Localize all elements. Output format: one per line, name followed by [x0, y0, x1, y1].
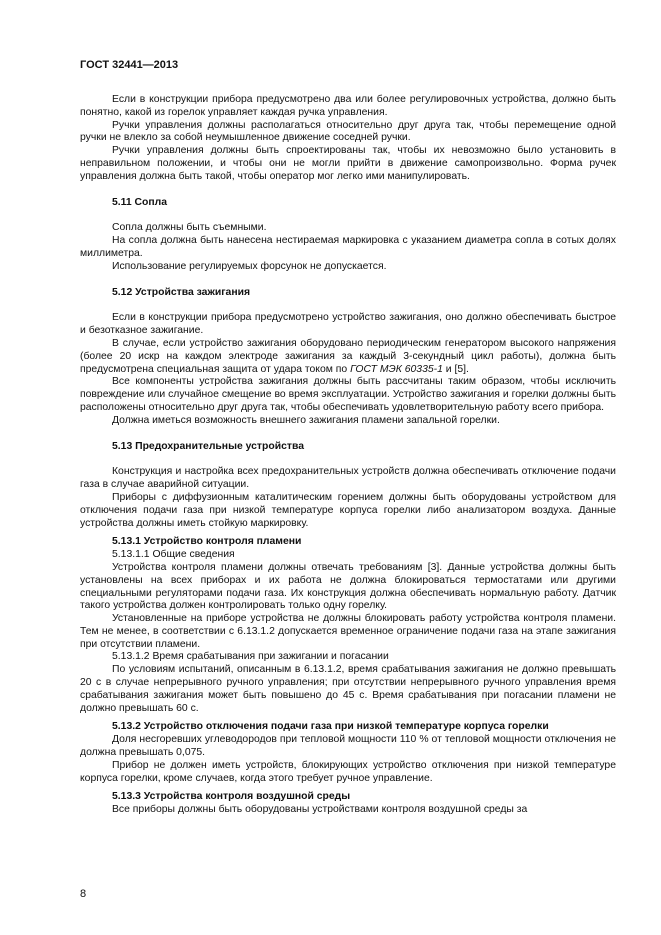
paragraph: Все приборы должны быть оборудованы устройствами контроля воздушной среды за	[112, 804, 528, 816]
paragraph: Ручки управления должны быть спроектированы так, чтобы их невозможно было установить в неправильном положении, и чтобы они не могли прийти в движение самопроизвольно. Форма ручек управления должна быть такой, чтобы оператор мог легко ими манипулировать.	[80, 145, 616, 182]
paragraph: Все компоненты устройства зажигания должны быть рассчитаны таким образом, чтобы исключить повреждение или случайное смещение во время эксплуатации. Устройство зажигания и горелки должны быть расположены относительно друг друга так, чтобы обеспечивать удовлетворительную работу всего прибора.	[80, 376, 616, 413]
paragraph: Установленные на приборе устройства не должны блокировать работу устройства контроля пламени. Тем не менее, в соответствии с 6.13.1.2 допускается временное ограничение подачи газа на этапе зажигания при отсутствии пламени.	[80, 613, 616, 650]
paragraph: Устройства контроля пламени должны отвечать требованиям [3]. Данные устройства должны быть установлены на всех приборах и их работа не должна блокироваться термостатами или другими специальными регуляторами подачи газа. Их конструкция должна обеспечивать нормальную работу. Датчик такого устройства должен контролировать только одну горелку.	[80, 561, 616, 612]
section-heading-5-13: 5.13 Предохранительные устройства	[112, 440, 304, 452]
paragraph: Использование регулируемых форсунок не допускается.	[112, 260, 387, 272]
paragraph: На сопла должна быть нанесена нестираемая маркировка с указанием диаметра сопла в сотых долях миллиметра.	[80, 235, 616, 259]
paragraph: Если в конструкции прибора предусмотрено два или более регулировочных устройства, должно быть понятно, какой из горелок управляет каждая ручка управления.	[80, 94, 616, 118]
paragraph	[80, 338, 616, 376]
paragraph: Приборы с диффузионным каталитическим горением должны быть оборудованы устройством для отключения подачи газа при низкой температуре корпуса горелки либо анализатором воздуха. Данные устройства должны иметь стойкую маркировку.	[80, 491, 616, 529]
paragraph: Доля несгоревших углеводородов при тепловой мощности 110 % от тепловой мощности отключения не должна превышать 0,075.	[80, 734, 616, 759]
paragraph: Ручки управления должны располагаться относительно друг друга так, чтобы перемещение одной ручки не влекло за собой неумышленное движение соседней ручки.	[80, 119, 616, 144]
standard-reference: ГОСТ МЭК 60335-1	[350, 363, 443, 375]
paragraph: Прибор не должен иметь устройств, блокирующих устройство отключения при низкой температуре корпуса горелки, кроме случаев, когда этого требует ручное управление.	[80, 759, 616, 784]
document-header: ГОСТ 32441—2013	[80, 59, 179, 71]
text-run: и [5].	[442, 363, 469, 375]
subsection-heading: 5.13.1.2 Время срабатывания при зажигании и погасании	[112, 651, 389, 663]
page-number: 8	[80, 888, 87, 900]
subsection-heading: 5.13.1.1 Общие сведения	[112, 549, 235, 561]
paragraph: Конструкция и настройка всех предохранительных устройств должна обеспечивать отключение подачи газа в случае аварийной ситуации.	[80, 466, 616, 491]
paragraph: Если в конструкции прибора предусмотрено устройство зажигания, оно должно обеспечивать быстрое и безотказное зажигание.	[80, 312, 616, 337]
paragraph: Должна иметься возможность внешнего зажигания пламени запальной горелки.	[112, 414, 500, 426]
document-body	[80, 94, 616, 817]
paragraph: По условиям испытаний, описанным в 6.13.1.2, время срабатывания зажигания не должно превышать 20 с в случае непрерывного ручного управления; при отсутствии непрерывного ручного управления время срабатывания зажигания может быть повышено до 45 с. Время срабатывания при погасании пламени не должно превышать 60 с.	[80, 664, 616, 714]
section-heading-5-13-1: 5.13.1 Устройство контроля пламени	[112, 536, 302, 548]
section-heading-5-11: 5.11 Сопла	[112, 196, 168, 208]
section-heading-5-13-2: 5.13.2 Устройство отключения подачи газа при низкой температуре корпуса горелки	[112, 721, 549, 733]
paragraph: Сопла должны быть съемными.	[112, 222, 267, 234]
section-heading-5-13-3: 5.13.3 Устройства контроля воздушной среды	[112, 791, 351, 803]
section-heading-5-12: 5.12 Устройства зажигания	[112, 286, 251, 298]
text-run: В случае, если устройство зажигания оборудовано периодическим генератором высокого напряжения (более 20 искр на каждом электроде зажигания за каждый 3-секундный цикл работы), должна быть предусмотрена специальная защита от удара током по	[80, 337, 616, 375]
